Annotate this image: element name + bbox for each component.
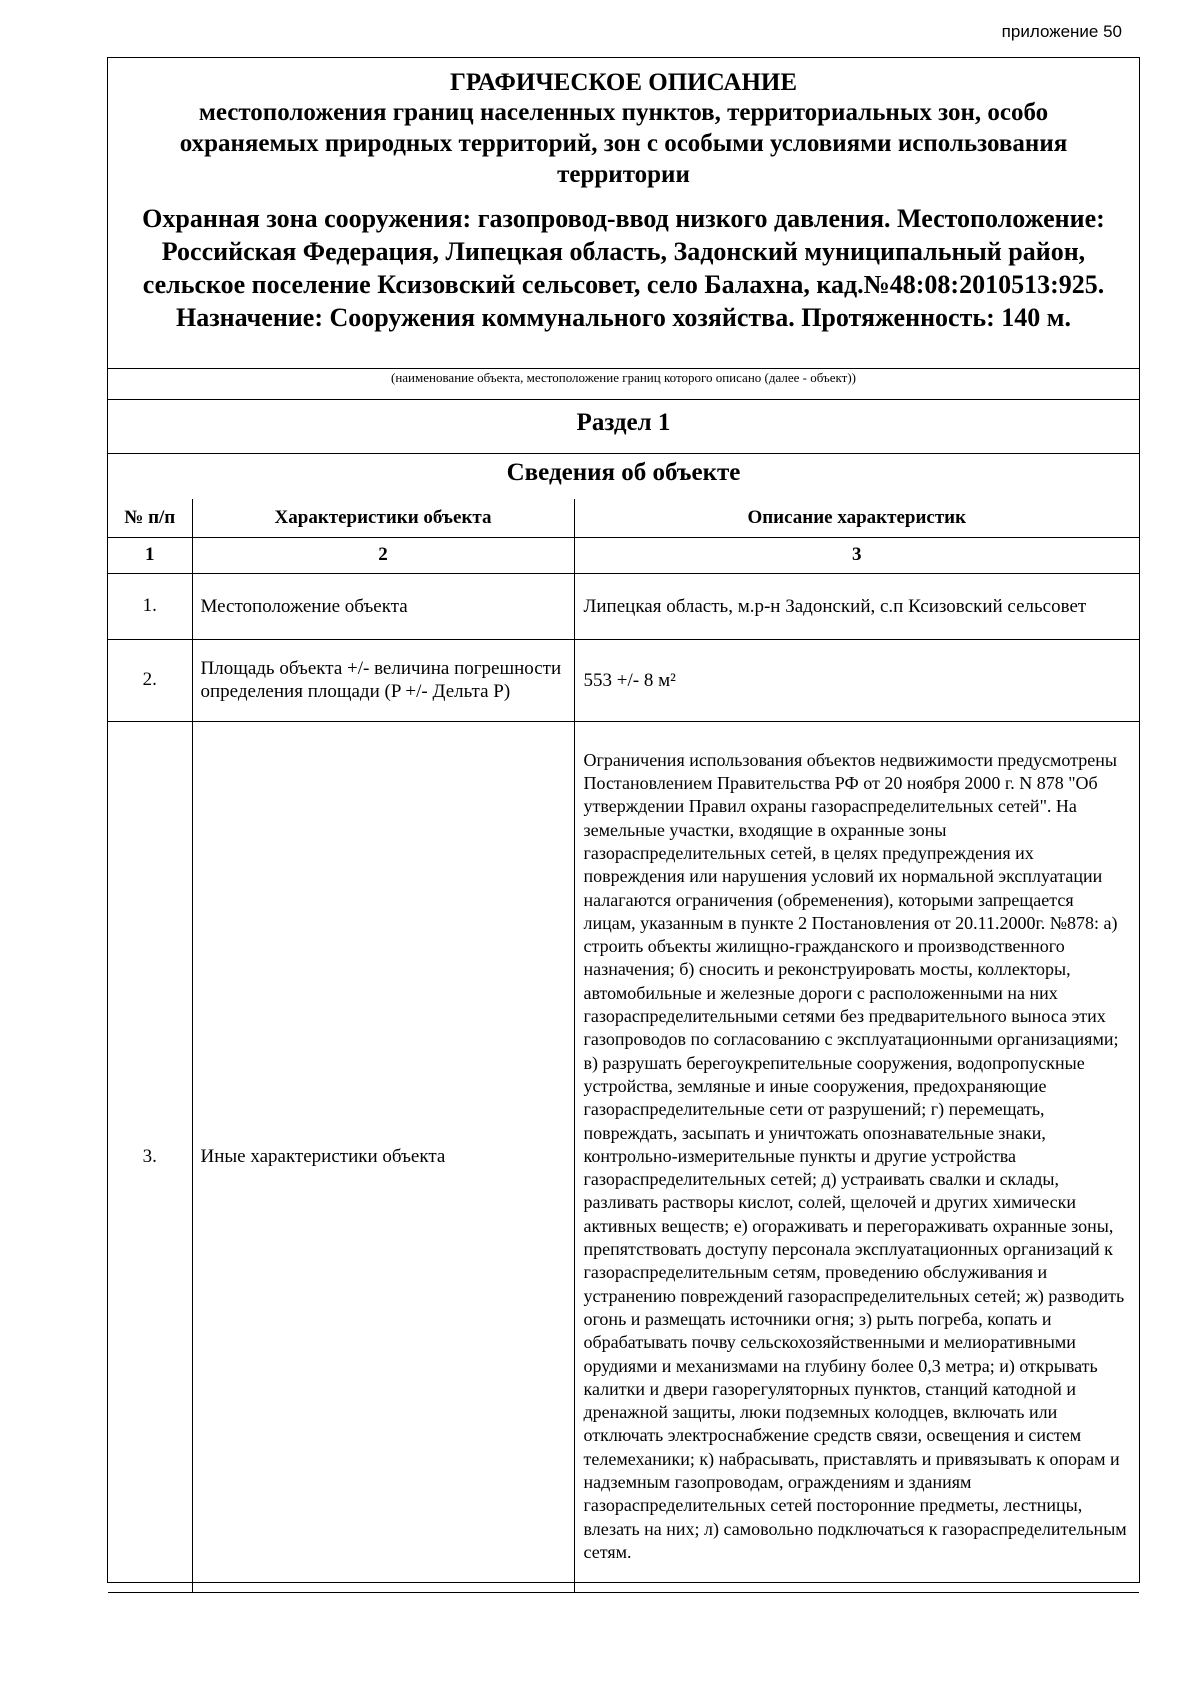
- row-characteristic: Площадь объекта +/- величина погрешности определения площади (P +/- Дельта P): [192, 639, 574, 721]
- row-description: 553 +/- 8 м²: [574, 639, 1139, 721]
- header-divider: [108, 368, 1139, 369]
- section-title: Раздел 1: [576, 409, 671, 436]
- row-number: 3.: [108, 721, 192, 1592]
- object-caption: (наименование объекта, местоположение границ которого описано (далее - объект)): [391, 370, 856, 385]
- header-description: Описание характеристик: [574, 499, 1139, 537]
- document-header: [108, 58, 1139, 368]
- row-characteristic: Иные характеристики объекта: [192, 721, 574, 1592]
- appendix-note: приложение 50: [1001, 22, 1122, 41]
- table-row: [108, 721, 1139, 1592]
- section-divider: [108, 453, 1139, 454]
- row-number: 1.: [108, 573, 192, 639]
- row-number: 2.: [108, 639, 192, 721]
- row-description: Ограничения использования объектов недвижимости предусмотрены Постановлением Правительства РФ от 20 ноября 2000 г. N 878 "Об утверждении Правил охраны газораспределительных сетей". На земельные участки, входящие в охранные зоны газораспределительных сетей, в целях предупреждения их повреждения или нарушения условий их нормальной эксплуатации налагаются ограничения (обременения), которыми запрещается лицам, указанным в пункте 2 Постановления от 20.11.2000г. №878: а) строить объекты жилищно-гражданского и производственного назначения; б) сносить и реконструировать мосты, коллекторы, автомобильные и железные дороги с расположенными на них газораспределительными сетями без предварительного выноса этих газопроводов по согласованию с эксплуатационными организациями; в) разрушать берегоукрепительные сооружения, водопропускные устройства, земляные и иные сооружения, предохраняющие газораспределительные сети от разрушений; г) перемещать, повреждать, засыпать и уничтожать опознавательные знаки, контрольно-измерительные пункты и другие устройства газораспределительных сетей; д) устраивать свалки и склады, разливать растворы кислот, солей, щелочей и других химически активных веществ; е) огораживать и перегораживать охранные зоны, препятствовать доступу персонала эксплуатационных организаций к газораспределительным сетям, проведению обслуживания и устранению повреждений газораспределительных сетей; ж) разводить огонь и размещать источники огня; з) рыть погреба, копать и обрабатывать почву сельскохозяйственными и мелиоративными орудиями и механизмами на глубину более 0,3 метра; и) открывать калитки и двери газорегуляторных пунктов, станций катодной и дренажной защиты, люки подземных колодцев, включать или отключать электроснабжение средств связи, освещения и систем телемеханики; к) набрасывать, приставлять и привязывать к опорам и надземным газопроводам, ограждениям и зданиям газораспределительных сетей посторонние предметы, лестницы, влезать на них; л) самовольно подключаться к газораспределительным сетям.: [574, 721, 1139, 1592]
- object-info-table: [108, 499, 1139, 1593]
- column-number-3: 3: [574, 537, 1139, 573]
- table-row: [108, 639, 1139, 721]
- object-description: Охранная зона сооружения: газопровод-ввод низкого давления. Местоположение: Российская Федерация, Липецкая область, Задонский муниципальный район, сельское поселение Ксизовский сельсовет, село Балахна, кад.№48:08:2010513:925. Назначение: Сооружения коммунального хозяйства. Протяженность: 140 м.: [142, 204, 1105, 332]
- document-subtitle: местоположения границ населенных пунктов, территориальных зон, особо охраняемых природных территорий, зон с особыми условиями использования территории: [179, 99, 1068, 188]
- column-number-1: 1: [108, 537, 192, 573]
- section-subtitle: Сведения об объекте: [506, 459, 741, 486]
- document-title: ГРАФИЧЕСКОЕ ОПИСАНИЕ: [449, 69, 798, 96]
- caption-divider: [108, 399, 1139, 400]
- document-frame: [107, 57, 1140, 1583]
- column-number-row: [108, 537, 1139, 573]
- column-number-2: 2: [192, 537, 574, 573]
- row-characteristic: Местоположение объекта: [192, 573, 574, 639]
- table-row: [108, 573, 1139, 639]
- row-description: Липецкая область, м.р-н Задонский, с.п Ксизовский сельсовет: [574, 573, 1139, 639]
- table-header-row: [108, 499, 1139, 537]
- header-number: № п/п: [108, 499, 192, 537]
- header-characteristic: Характеристики объекта: [192, 499, 574, 537]
